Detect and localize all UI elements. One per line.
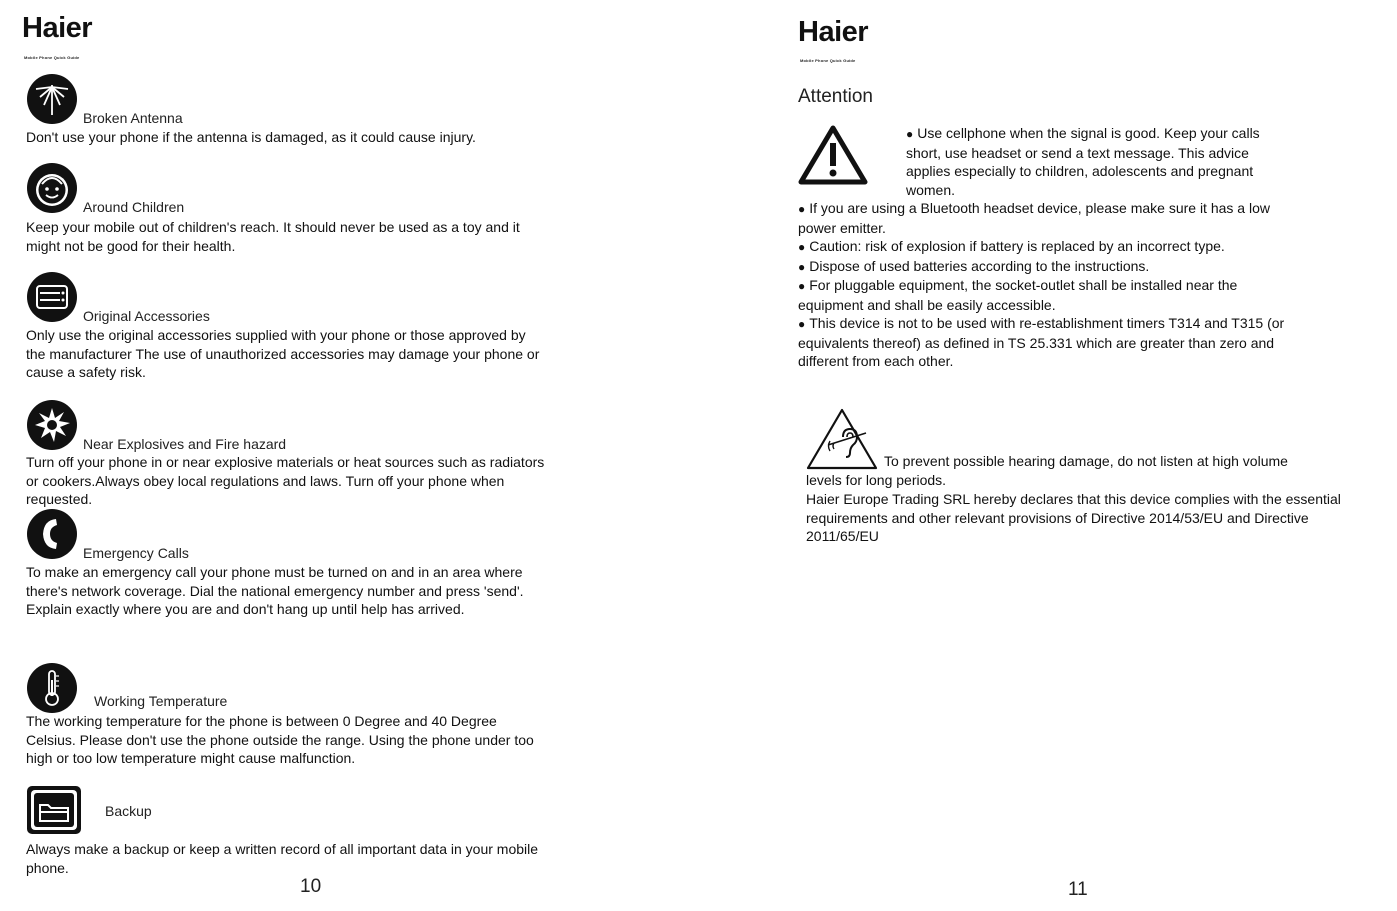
haier-logo: Haier bbox=[798, 16, 869, 48]
section-title: Broken Antenna bbox=[83, 110, 183, 126]
page-number: 10 bbox=[300, 876, 322, 897]
haier-logo: Haier bbox=[22, 12, 93, 44]
section-text: The working temperature for the phone is between 0 Degree and 40 Degree Celsius. Please don't use the phone outside the range. Using the phone under too high or too low temperature might cause malfunction. bbox=[26, 713, 534, 766]
section-text: Only use the original accessories supplied with your phone or those approved by the manufacturer The use of unauthorized accessories may damage your phone or cause a safety risk. bbox=[26, 327, 540, 380]
list-item: ● For pluggable equipment, the socket-outlet shall be installed near the equipment and shall be easily accessible. bbox=[798, 276, 1293, 314]
declaration-text: Haier Europe Trading SRL hereby declares that this device complies with the essential requirements and other relevant provisions of Directive 2014/53/EU and Directive 2011/65/EU bbox=[806, 491, 1341, 544]
section-text: Turn off your phone in or near explosive materials or heat sources such as radiators or cookers.Always obey local regulations and laws. Turn off your phone when requested. bbox=[26, 454, 545, 507]
list-item: ● Dispose of used batteries according to the instructions. bbox=[798, 257, 1293, 277]
backup-icon bbox=[26, 785, 82, 835]
thermometer-icon bbox=[26, 662, 78, 714]
list-item: ● If you are using a Bluetooth headset device, please make sure it has a low power emitter. bbox=[798, 199, 1293, 237]
section-text: Keep your mobile out of children's reach. It should never be used as a toy and it might not be good for their health. bbox=[26, 219, 520, 254]
child-face-icon bbox=[26, 162, 78, 214]
attention-title: Attention bbox=[798, 86, 873, 107]
accessories-icon bbox=[26, 271, 78, 323]
section-title: Backup bbox=[105, 803, 152, 819]
section-title: Original Accessories bbox=[83, 308, 210, 324]
section-text: Always make a backup or keep a written record of all important data in your mobile phone. bbox=[26, 841, 539, 876]
guide-subtitle: Mobile Phone Quick Guide bbox=[24, 55, 80, 60]
guide-subtitle: Mobile Phone Quick Guide bbox=[800, 58, 856, 63]
page-number: 11 bbox=[1068, 879, 1088, 900]
left-page bbox=[0, 0, 690, 911]
section-text: To make an emergency call your phone must be turned on and in an area where there's network coverage. Dial the national emergency number and press 'send'. Explain exactly where you are and don't hang up until help has arrived. bbox=[26, 564, 524, 617]
broken-antenna-icon bbox=[26, 73, 78, 125]
section-title: Working Temperature bbox=[94, 693, 228, 709]
section-title: Emergency Calls bbox=[83, 545, 189, 561]
list-item: ● Caution: risk of explosion if battery is replaced by an incorrect type. bbox=[798, 237, 1293, 257]
section-title: Around Children bbox=[83, 199, 185, 215]
explosion-icon bbox=[26, 399, 78, 451]
right-page bbox=[690, 0, 1397, 911]
hearing-warning-text bbox=[806, 452, 1346, 489]
hearing-warning-line: levels for long periods. bbox=[806, 471, 947, 488]
list-item: ● This device is not to be used with re-establishment timers T314 and T315 (or equivalents thereof) as defined in TS 25.331 which are greater than zero and different from each other. bbox=[798, 314, 1293, 371]
phone-handset-icon bbox=[26, 508, 78, 560]
section-title: Near Explosives and Fire hazard bbox=[83, 436, 287, 452]
attention-bullet-list bbox=[798, 124, 1293, 371]
list-item: ● Use cellphone when the signal is good. Keep your calls short, use headset or send a text message. This advice applies especially to children, adolescents and pregnant women. bbox=[798, 124, 1293, 199]
section-text: Don't use your phone if the antenna is damaged, as it could cause injury. bbox=[26, 129, 476, 145]
hearing-warning-line: To prevent possible hearing damage, do not listen at high volume bbox=[884, 453, 1288, 469]
